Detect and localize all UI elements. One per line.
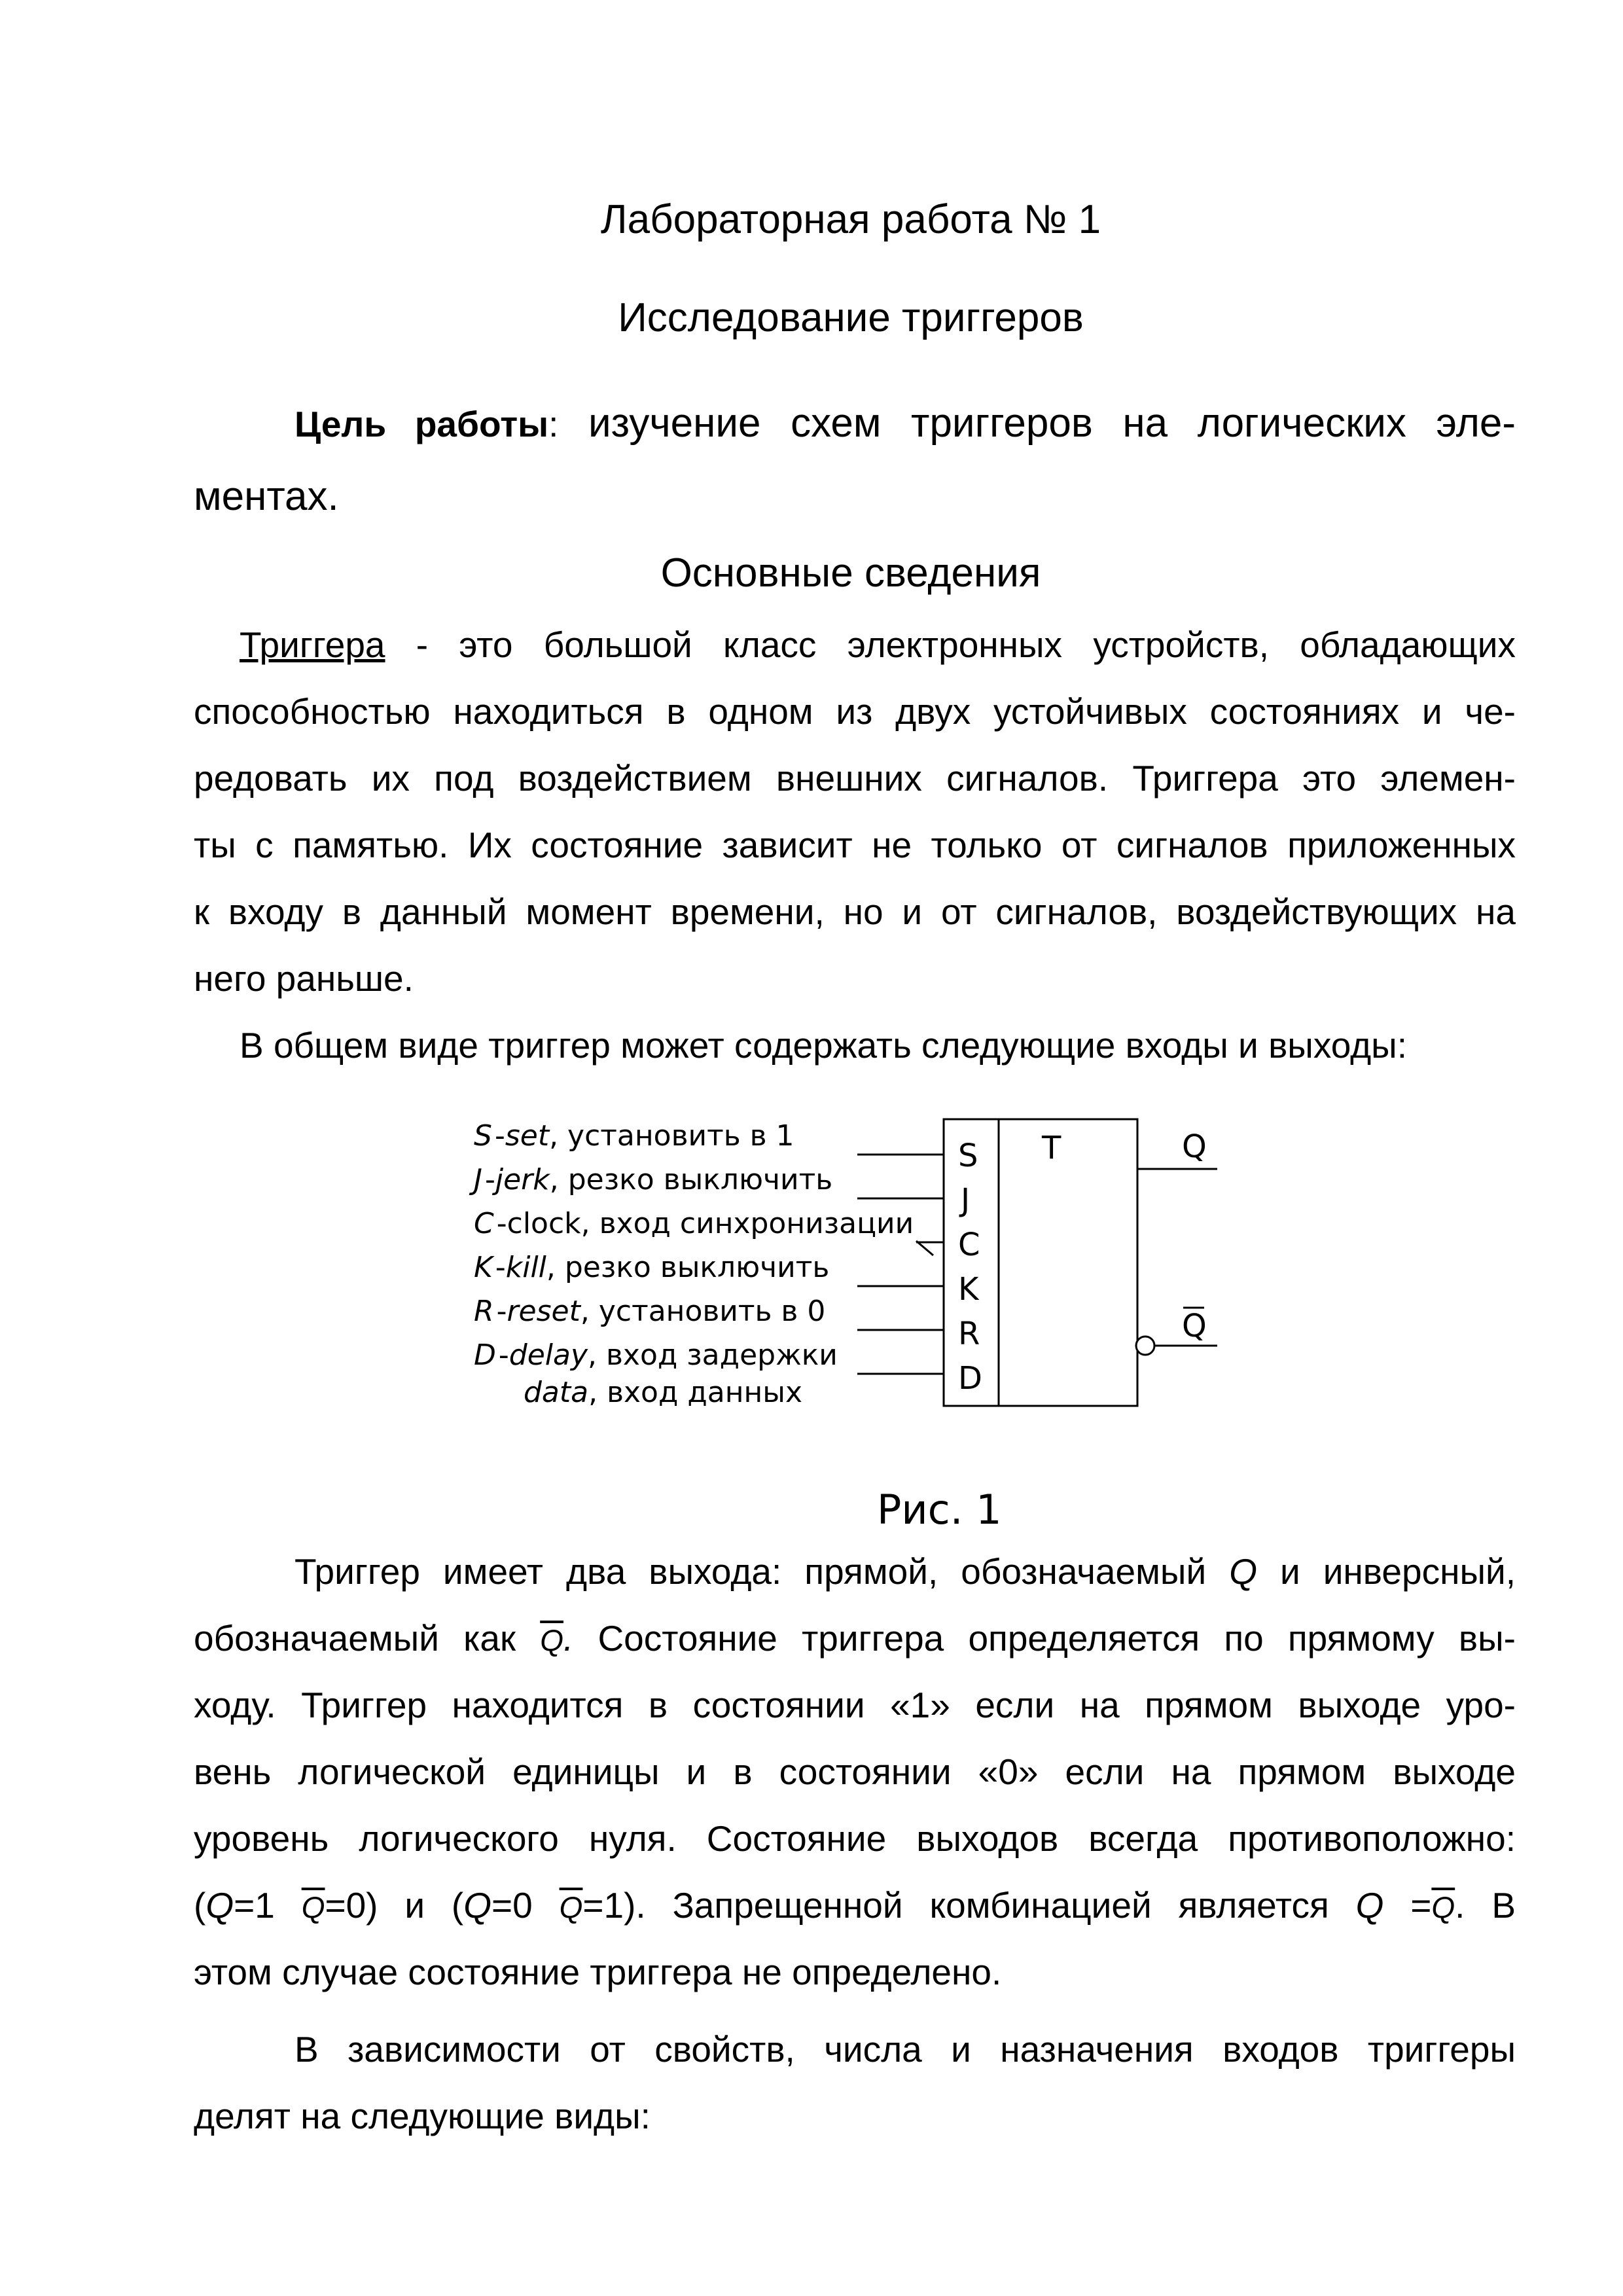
outputs-line-2-a: обозначаемый как <box>194 1618 541 1659</box>
trigger-diagram <box>458 1106 1243 1446</box>
pin-c: C <box>958 1227 980 1263</box>
purpose-colon: : <box>548 404 559 444</box>
intro-term: Триггера <box>240 624 385 665</box>
purpose-label: Цель работы <box>294 404 549 444</box>
purpose-text-1: изучение схем триггеров на логических эле- <box>558 401 1516 446</box>
pin-d: D <box>958 1360 982 1397</box>
input-lines <box>857 1155 944 1374</box>
input-label-c: C-clock, вход синхронизации <box>474 1207 914 1240</box>
input-label-d: D-delay, вход задержки <box>474 1338 838 1372</box>
input-label-s: S-set, установить в 1 <box>474 1119 794 1153</box>
trigger-diagram-svg <box>458 1106 1243 1446</box>
intro-line-5: к входу в данный момент времени, но и от сигналов, воздействующих на <box>194 891 1516 932</box>
input-label-r: R-reset, установить в 0 <box>474 1295 826 1328</box>
intro-line-2: способностью находиться в одном из двух устойчивых состояниях и че- <box>194 691 1516 732</box>
outputs-line-1 <box>294 1549 1516 1594</box>
pin-s: S <box>958 1138 978 1174</box>
pin-j: J <box>961 1182 971 1219</box>
l6-qbar2: $\overline{Q}$ <box>559 1890 583 1924</box>
outputs-line-3: ходу. Триггер находится в состоянии «1» если на прямом выходе уро- <box>194 1685 1516 1725</box>
page-title: Лабораторная работа № 1 <box>600 197 1101 242</box>
outputs-line-4: вень логической единицы и в состоянии «0» если на прямом выходе <box>194 1751 1516 1792</box>
outputs-line-1-a: Триггер имеет два выхода: прямой, обозначаемый <box>294 1551 1230 1592</box>
l6-p2: =1 <box>234 1885 302 1926</box>
pin-r: R <box>958 1316 980 1352</box>
page-subtitle: Исследование триггеров <box>618 295 1084 340</box>
intro-line-1 <box>240 622 1516 668</box>
outputs-line-1-b: и инверсный, <box>1257 1551 1516 1592</box>
figure-caption: Рис. 1 <box>877 1486 1002 1534</box>
pin-k: K <box>958 1271 979 1308</box>
l6-q2: Q <box>463 1885 492 1926</box>
outputs-line-2 <box>194 1615 1516 1663</box>
output-q-label: Q <box>1182 1128 1207 1165</box>
intro-line-4: ты с памятью. Их состояние зависит не только от сигналов приложенных <box>194 825 1516 865</box>
outputs-line-6 <box>194 1882 1516 1930</box>
l6-p7: . В <box>1455 1885 1516 1926</box>
block-label-t: T <box>1042 1130 1061 1166</box>
purpose-line-2: ментах. <box>194 474 339 519</box>
q-symbol: Q <box>1229 1551 1257 1592</box>
outputs-line-2-b: Состояние триггера определяется по прямому вы- <box>573 1618 1516 1659</box>
input-label-j: J-jerk, резко выключить <box>474 1163 833 1196</box>
q-bar-symbol: $\overline{Q}$ <box>540 1623 563 1657</box>
input-label-data: data, вход данных <box>524 1376 803 1409</box>
l6-p4: =0 <box>491 1885 560 1926</box>
l6-qbar3: $\overline{Q}$ <box>1431 1890 1455 1924</box>
l6-p5: =1). Запрещенной комбинацией является <box>582 1885 1356 1926</box>
l6-p1: ( <box>194 1885 206 1926</box>
types-line-1: В зависимости от свойств, числа и назначения входов триггеры <box>294 2029 1516 2070</box>
intro-line-3: редовать их под воздействием внешних сигналов. Триггера это элемен- <box>194 758 1516 798</box>
intro-line-1-text: - это большой класс электронных устройств, обладающих <box>385 624 1516 665</box>
purpose-line-1 <box>294 401 1516 447</box>
l6-q1: Q <box>205 1885 234 1926</box>
inversion-circle <box>1136 1336 1154 1355</box>
section-heading: Основные сведения <box>660 550 1041 596</box>
outputs-line-7: этом случае состояние триггера не определено. <box>194 1952 1002 1992</box>
input-label-k: K-kill, резко выключить <box>474 1251 830 1284</box>
general-inputs-sentence: В общем виде триггер может содержать следующие входы и выходы: <box>240 1025 1407 1066</box>
l6-q3: Q <box>1355 1885 1384 1926</box>
outputs-line-5: уровень логического нуля. Состояние выходов всегда противоположно: <box>194 1818 1516 1859</box>
l6-qbar1: $\overline{Q}$ <box>301 1890 325 1924</box>
intro-line-6: него раньше. <box>194 958 414 999</box>
outputs-line-2-dot: . <box>563 1618 574 1659</box>
types-line-2: делят на следующие виды: <box>194 2096 651 2136</box>
l6-p6: = <box>1383 1885 1432 1926</box>
output-q-bar-label: Q <box>1182 1308 1207 1344</box>
l6-p3: =0) и ( <box>325 1885 464 1926</box>
